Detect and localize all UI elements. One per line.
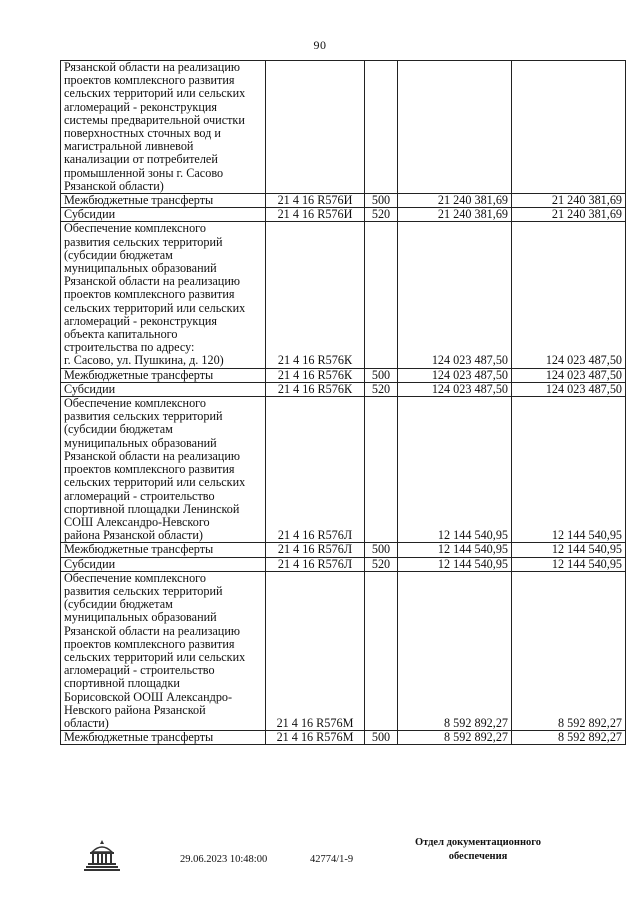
department-stamp [398, 836, 558, 864]
row-amount-2: 124 023 487,50 [512, 382, 626, 396]
table-row [61, 543, 626, 557]
row-description: Обеспечение комплексного развития сельских территорий (субсидии бюджетам муниципальных образований Рязанской области на реализацию проектов комплексного развития сельских территорий или сельских агломераций - строительство спортивной площадки Борисовской ООШ Александро- Невского района Рязанской области) [61, 571, 266, 730]
row-amount-1: 12 144 540,95 [398, 543, 512, 557]
table-row [61, 557, 626, 571]
row-amount-2: 21 240 381,69 [512, 194, 626, 208]
row-description: Межбюджетные трансферты [61, 368, 266, 382]
row-description: Субсидии [61, 557, 266, 571]
row-expense-type [365, 571, 398, 730]
row-amount-2: 12 144 540,95 [512, 543, 626, 557]
budget-table [60, 60, 626, 745]
row-amount-2: 8 592 892,27 [512, 571, 626, 730]
row-target-code: 21 4 16 R576М [266, 571, 365, 730]
row-amount-1: 124 023 487,50 [398, 368, 512, 382]
row-target-code: 21 4 16 R576И [266, 194, 365, 208]
table-row [61, 61, 626, 194]
row-expense-type: 520 [365, 557, 398, 571]
row-target-code [266, 61, 365, 194]
row-expense-type [365, 222, 398, 368]
table-row [61, 571, 626, 730]
duma-emblem-icon [82, 838, 122, 872]
row-target-code: 21 4 16 R576И [266, 208, 365, 222]
row-description: Межбюджетные трансферты [61, 543, 266, 557]
row-expense-type [365, 397, 398, 543]
row-amount-2 [512, 61, 626, 194]
row-description: Межбюджетные трансферты [61, 731, 266, 745]
table-row [61, 208, 626, 222]
table-row [61, 397, 626, 543]
row-amount-1: 21 240 381,69 [398, 208, 512, 222]
table-row [61, 222, 626, 368]
row-expense-type: 500 [365, 543, 398, 557]
row-expense-type: 500 [365, 731, 398, 745]
row-expense-type [365, 61, 398, 194]
row-amount-1: 8 592 892,27 [398, 731, 512, 745]
row-target-code: 21 4 16 R576К [266, 222, 365, 368]
row-amount-2: 12 144 540,95 [512, 557, 626, 571]
row-target-code: 21 4 16 R576Л [266, 557, 365, 571]
row-target-code: 21 4 16 R576Л [266, 543, 365, 557]
row-expense-type: 500 [365, 194, 398, 208]
row-description: Субсидии [61, 208, 266, 222]
row-target-code: 21 4 16 R576М [266, 731, 365, 745]
footer-doc-id: 42774/1-9 [310, 854, 354, 865]
row-expense-type: 520 [365, 382, 398, 396]
row-target-code: 21 4 16 R576К [266, 368, 365, 382]
row-description: Обеспечение комплексного развития сельских территорий (субсидии бюджетам муниципальных образований Рязанской области на реализацию проектов комплексного развития сельских территорий или сельских агломераций - строительство спортивной площадки Ленинской СОШ Александро-Невского района Рязанской области) [61, 397, 266, 543]
budget-table-body [61, 61, 626, 745]
row-amount-2: 8 592 892,27 [512, 731, 626, 745]
row-description: Рязанской области на реализацию проектов комплексного развития сельских территорий или сельских агломераций - реконструкция системы предварительной очистки поверхностных сточных вод и магистральной ливневой канализации от потребителей промышленной зоны г. Сасово Рязанской области) [61, 61, 266, 194]
row-amount-1: 8 592 892,27 [398, 571, 512, 730]
row-amount-2: 124 023 487,50 [512, 222, 626, 368]
row-expense-type: 520 [365, 208, 398, 222]
row-amount-1 [398, 61, 512, 194]
row-amount-1: 12 144 540,95 [398, 557, 512, 571]
row-target-code: 21 4 16 R576Л [266, 397, 365, 543]
row-amount-1: 124 023 487,50 [398, 382, 512, 396]
row-amount-1: 124 023 487,50 [398, 222, 512, 368]
row-amount-2: 12 144 540,95 [512, 397, 626, 543]
row-description: Межбюджетные трансферты [61, 194, 266, 208]
table-row [61, 368, 626, 382]
row-amount-1: 21 240 381,69 [398, 194, 512, 208]
row-expense-type: 500 [365, 368, 398, 382]
row-amount-2: 124 023 487,50 [512, 368, 626, 382]
page-number: 90 [313, 38, 327, 52]
row-description: Обеспечение комплексного развития сельских территорий (субсидии бюджетам муниципальных образований Рязанской области на реализацию проектов комплексного развития сельских территорий или сельских агломераций - реконструкция объекта капитального строительства по адресу: г. Сасово, ул. Пушкина, д. 120) [61, 222, 266, 368]
row-amount-2: 21 240 381,69 [512, 208, 626, 222]
row-description: Субсидии [61, 382, 266, 396]
table-row [61, 731, 626, 745]
stamp-line-1: Отдел документационного [414, 837, 542, 848]
row-target-code: 21 4 16 R576К [266, 382, 365, 396]
table-row [61, 382, 626, 396]
table-row [61, 194, 626, 208]
row-amount-1: 12 144 540,95 [398, 397, 512, 543]
stamp-line-2: обеспечения [448, 851, 508, 862]
footer-datetime: 29.06.2023 10:48:00 [180, 854, 268, 865]
